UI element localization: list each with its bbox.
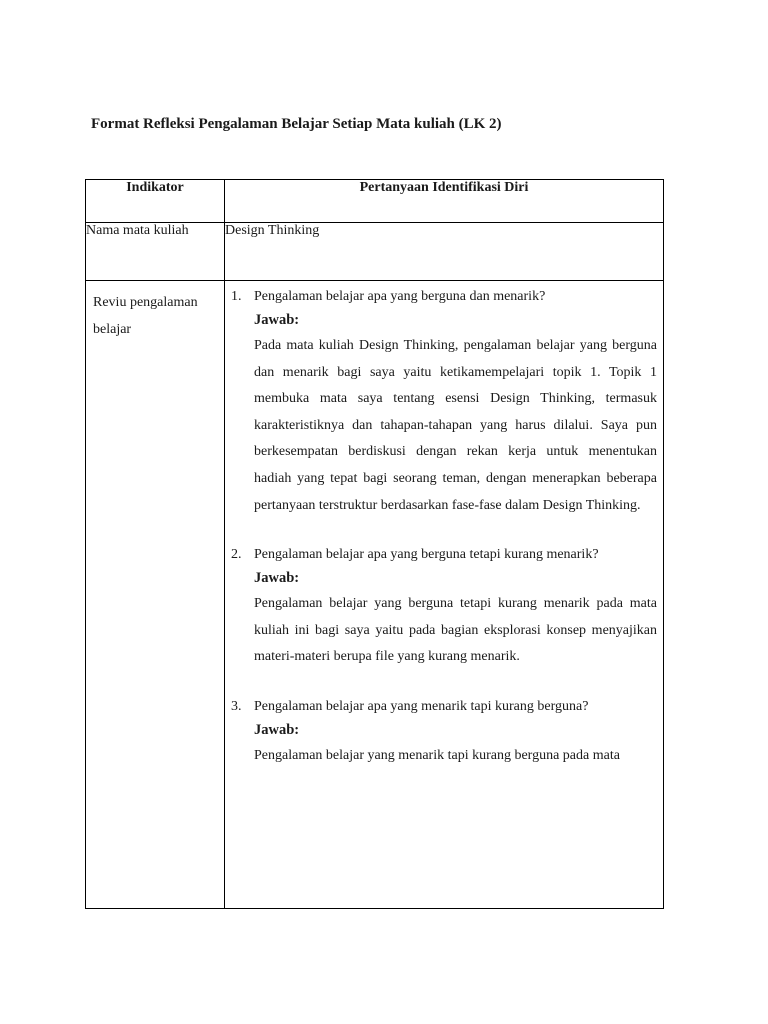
question-number: 1.: [231, 289, 242, 304]
review-label-line: Reviu pengalaman: [93, 295, 198, 310]
header-pertanyaan: Pertanyaan Identifikasi Diri: [225, 180, 664, 223]
page-title: Format Refleksi Pengalaman Belajar Setiap Mata kuliah (LK 2): [91, 116, 502, 132]
question-item: [231, 287, 657, 519]
question-number: 2.: [231, 547, 242, 563]
answer-label: Jawab:: [254, 570, 300, 587]
table-header-row: [86, 180, 664, 223]
question-item: [231, 545, 657, 671]
answer-text: Pada mata kuliah Design Thinking, pengalaman belajar yang berguna dan menarik bagi saya yaitu ketikamempelajari topik 1. Topik 1 membuka mata saya tentang esensi Design Thinking, termasuk karakteristiknya dan tahapan-tahapan yang harus dilalui. Saya pun berkesempatan berdiskusi dengan rekan kerja untuk menentukan hadiah yang tepat bagi seorang teman, dengan menerapkan beberapa pertanyaan terstruktur berdasarkan fase-fase dalam Design Thinking.: [254, 338, 657, 513]
reflection-table: [85, 179, 664, 909]
review-questions: [225, 281, 664, 909]
question-item: [231, 697, 657, 770]
review-label-line: belajar: [93, 322, 132, 337]
review-label: [86, 281, 225, 909]
course-name-label: Nama mata kuliah: [86, 223, 225, 281]
answer-label: Jawab:: [254, 721, 300, 738]
answer-label: Jawab:: [254, 312, 300, 328]
question-number: 3.: [231, 698, 242, 714]
answer-text: Pengalaman belajar yang menarik tapi kurang berguna pada mata: [254, 747, 620, 763]
table-row: [86, 223, 664, 281]
question-text: Pengalaman belajar apa yang berguna tetapi kurang menarik?: [254, 547, 599, 563]
question-text: Pengalaman belajar apa yang menarik tapi kurang berguna?: [254, 698, 589, 714]
course-name-value: Design Thinking: [225, 223, 664, 281]
table-row: [86, 281, 664, 909]
answer-text: Pengalaman belajar yang berguna tetapi kurang menarik pada mata kuliah ini bagi saya yaitu pada bagian eksplorasi konsep menyajikan materi-materi berupa file yang kurang menarik.: [254, 596, 657, 665]
question-text: Pengalaman belajar apa yang berguna dan menarik?: [254, 289, 546, 304]
header-indikator: Indikator: [86, 180, 225, 223]
